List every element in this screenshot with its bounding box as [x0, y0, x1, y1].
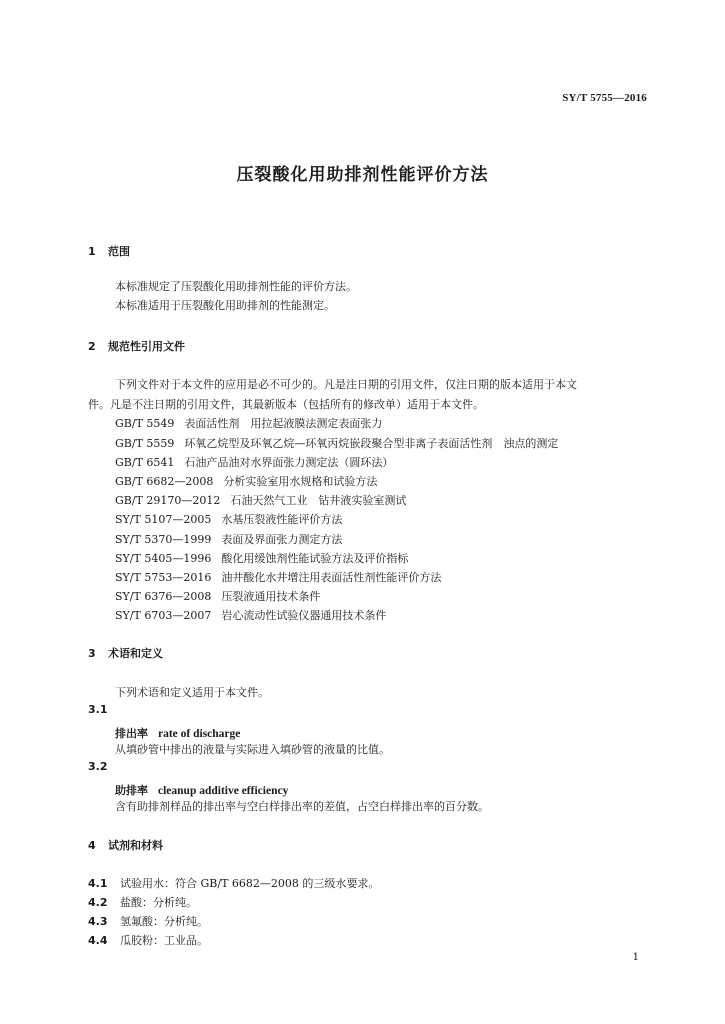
materials-item	[88, 875, 379, 891]
reference-item	[115, 531, 342, 547]
materials-item	[88, 894, 197, 910]
section-number: 2	[88, 340, 96, 353]
item-text: 试验用水：符合 GB/T 6682—2008 的三级水要求。	[120, 877, 380, 890]
term-definition: 含有助排剂样品的排出率与空白样排出率的差值，占空白样排出率的百分数。	[115, 800, 489, 813]
section-title: 术语和定义	[108, 647, 163, 660]
document-title: 压裂酸化用助排剂性能评价方法	[236, 165, 489, 185]
reference-title: 油井酸化水井增注用表面活性剂性能评价方法	[221, 571, 442, 584]
term-english: rate of discharge	[158, 728, 241, 740]
item-number: 4.2	[88, 896, 108, 909]
reference-item	[115, 415, 382, 431]
reference-item	[115, 607, 386, 623]
terms-intro: 下列术语和定义适用于本文件。	[115, 686, 269, 699]
item-number: 4.4	[88, 934, 108, 947]
section-number: 1	[88, 245, 96, 258]
page-number: 1	[632, 952, 639, 963]
term-number: 3.2	[88, 760, 108, 773]
reference-code: SY/T 6376—2008	[115, 590, 212, 603]
reference-item	[115, 492, 406, 508]
section-number: 4	[88, 839, 96, 852]
reference-title: 表面活性剂 用拉起液膜法测定表面张力	[184, 417, 383, 430]
reference-code: GB/T 29170—2012	[115, 494, 221, 507]
term-heading	[115, 722, 240, 741]
section-title: 规范性引用文件	[108, 340, 185, 353]
reference-title: 水基压裂液性能评价方法	[221, 513, 343, 526]
reference-title: 分析实验室用水规格和试验方法	[223, 475, 378, 488]
reference-title: 岩心流动性试验仪器通用技术条件	[221, 609, 387, 622]
reference-item	[115, 550, 408, 566]
reference-title: 压裂液通用技术条件	[221, 590, 321, 603]
term-english: cleanup additive efficiency	[158, 785, 289, 797]
reference-code: GB/T 5549	[115, 417, 175, 430]
term-number: 3.1	[88, 703, 108, 716]
reference-code: GB/T 5559	[115, 437, 175, 450]
reference-code: SY/T 6703—2007	[115, 609, 212, 622]
section-4-heading	[88, 837, 163, 853]
reference-title: 环氧乙烷型及环氧乙烷—环氧丙烷嵌段聚合型非离子表面活性剂 浊点的测定	[184, 437, 559, 450]
reference-title: 石油产品油对水界面张力测定法（圆环法）	[184, 456, 394, 469]
item-text: 盐酸：分析纯。	[120, 896, 197, 909]
section-3-heading	[88, 645, 163, 661]
scope-line-1: 本标准规定了压裂酸化用助排剂性能的评价方法。	[115, 280, 357, 293]
references-intro-line-1: 下列文件对于本文件的应用是必不可少的。凡是注日期的引用文件，仅注日期的版本适用于本文	[115, 378, 577, 391]
references-intro-line-2: 件。凡是不注日期的引用文件，其最新版本（包括所有的修改单）适用于本文件。	[88, 398, 484, 411]
item-text: 瓜胶粉：工业品。	[120, 934, 208, 947]
section-title: 试剂和材料	[108, 839, 163, 852]
term-heading	[115, 779, 288, 798]
reference-code: GB/T 6541	[115, 456, 175, 469]
reference-item	[115, 569, 441, 585]
section-1-heading	[88, 243, 130, 259]
scope-line-2: 本标准适用于压裂酸化用助排剂的性能测定。	[115, 299, 335, 312]
reference-item	[115, 511, 342, 527]
term-definition: 从填砂管中排出的液量与实际进入填砂管的液量的比值。	[115, 743, 390, 756]
item-number: 4.3	[88, 915, 108, 928]
materials-item	[88, 913, 208, 929]
section-title: 范围	[108, 245, 130, 258]
reference-item	[115, 473, 377, 489]
reference-item	[115, 588, 320, 604]
reference-code: SY/T 5370—1999	[115, 533, 212, 546]
reference-code: SY/T 5753—2016	[115, 571, 212, 584]
reference-code: SY/T 5405—1996	[115, 552, 212, 565]
item-number: 4.1	[88, 877, 108, 890]
section-2-heading	[88, 338, 185, 354]
reference-title: 酸化用缓蚀剂性能试验方法及评价指标	[221, 552, 409, 565]
reference-title: 表面及界面张力测定方法	[221, 533, 343, 546]
reference-item	[115, 454, 393, 470]
reference-item	[115, 435, 558, 451]
item-text: 氢氟酸：分析纯。	[120, 915, 208, 928]
standard-code: SY/T 5755—2016	[562, 92, 647, 104]
reference-code: GB/T 6682—2008	[115, 475, 214, 488]
reference-title: 石油天然气工业 钻井液实验室测试	[230, 494, 407, 507]
term-name: 助排率	[115, 784, 148, 797]
reference-code: SY/T 5107—2005	[115, 513, 212, 526]
term-name: 排出率	[115, 727, 148, 740]
section-number: 3	[88, 647, 96, 660]
materials-item	[88, 932, 208, 948]
